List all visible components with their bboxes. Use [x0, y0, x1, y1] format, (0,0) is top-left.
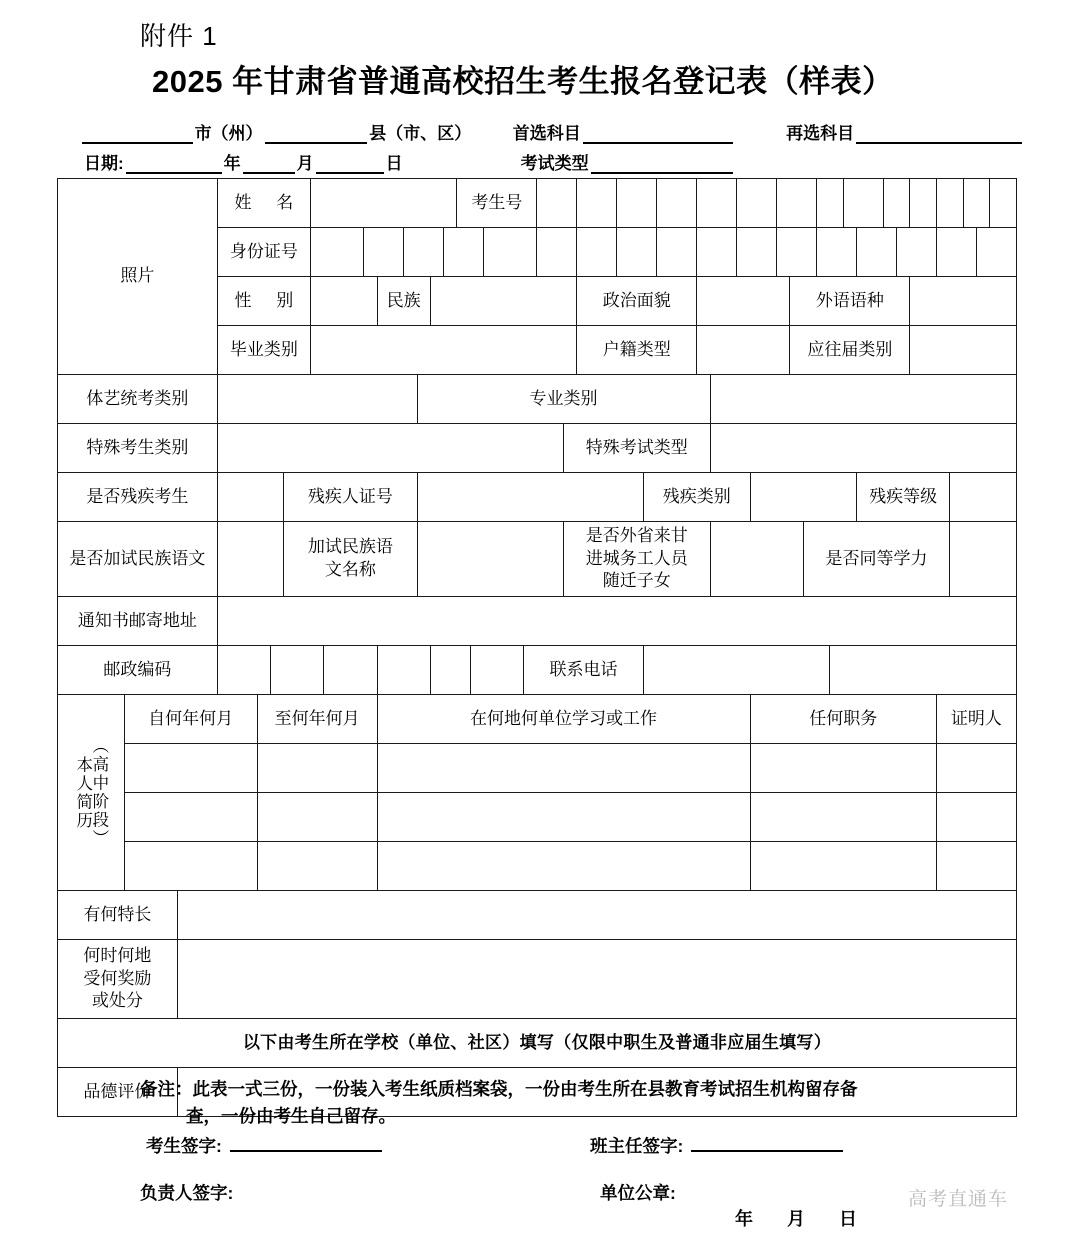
- value-name[interactable]: [311, 179, 457, 228]
- county-label: 县（市、区）: [369, 124, 472, 143]
- value-contact-phone[interactable]: [643, 646, 830, 695]
- value-resume-position[interactable]: [750, 842, 936, 891]
- value-disability-type[interactable]: [750, 473, 857, 522]
- candidate-number-cell[interactable]: [737, 179, 777, 228]
- header-fields: [82, 118, 1022, 174]
- value-resume-place[interactable]: [377, 842, 750, 891]
- postal-code-cell[interactable]: [377, 646, 430, 695]
- value-migrant-worker-children[interactable]: [710, 522, 803, 597]
- value-resume-from[interactable]: [124, 842, 257, 891]
- county-input[interactable]: [265, 125, 368, 144]
- resume-label-note: （高中阶段）: [89, 737, 108, 848]
- remark-line2: 查，一份由考生自己留存。: [186, 1106, 396, 1127]
- remark-note: [140, 1076, 960, 1130]
- month-input[interactable]: [243, 155, 295, 174]
- label-id-number: 身份证号: [217, 228, 310, 277]
- id-number-cell[interactable]: [311, 228, 364, 277]
- label-notice-mailing-address: 通知书邮寄地址: [58, 597, 218, 646]
- exam-type-input[interactable]: [591, 155, 733, 174]
- id-number-cell[interactable]: [737, 228, 777, 277]
- migrant-line3: 随迁子女: [602, 571, 671, 591]
- value-household-type[interactable]: [697, 326, 790, 375]
- value-resume-place[interactable]: [377, 793, 750, 842]
- label-moral-evaluation: 品德评价: [58, 1068, 178, 1117]
- resume-vertical-label: [58, 695, 125, 891]
- id-number-cell[interactable]: [537, 228, 577, 277]
- second-subject-label: 再选科目: [786, 124, 855, 143]
- candidate-number-cell[interactable]: [777, 179, 817, 228]
- value-is-disabled[interactable]: [217, 473, 284, 522]
- value-major-category[interactable]: [710, 375, 1016, 424]
- value-special-candidate-category[interactable]: [217, 424, 563, 473]
- city-input[interactable]: [82, 125, 193, 144]
- value-resume-position[interactable]: [750, 793, 936, 842]
- value-resume-witness[interactable]: [936, 744, 1016, 793]
- id-number-cell[interactable]: [976, 228, 1016, 277]
- value-notice-mailing-address[interactable]: [217, 597, 1016, 646]
- registration-table: [57, 178, 1017, 1117]
- value-sports-art-category[interactable]: [217, 375, 417, 424]
- remark-line1: 备注：此表一式三份，一份装入考生纸质档案袋，一份由考生所在县教育考试招生机构留存备: [140, 1079, 858, 1099]
- value-gender[interactable]: [311, 277, 378, 326]
- label-resume-place: 在何地何单位学习或工作: [377, 695, 750, 744]
- value-resume-from[interactable]: [124, 744, 257, 793]
- ethnic-language-name-line2: 文名称: [324, 560, 376, 579]
- award-line1: 何时何地: [83, 945, 152, 965]
- postal-code-cell[interactable]: [217, 646, 270, 695]
- id-number-cell[interactable]: [936, 228, 976, 277]
- class-teacher-signature-input[interactable]: [691, 1135, 843, 1152]
- value-graduate-year-category[interactable]: [910, 326, 1017, 375]
- value-ethnic-language-name[interactable]: [417, 522, 563, 597]
- label-sports-art-category: 体艺统考类别: [58, 375, 218, 424]
- first-subject-input[interactable]: [583, 125, 733, 144]
- footer-month: 月: [787, 1209, 839, 1229]
- table-row-postal-phone: [58, 646, 1017, 695]
- candidate-signature-label: 考生签字:: [146, 1136, 222, 1156]
- month-label: 月: [296, 154, 314, 173]
- watermark: 高考直通车: [908, 1189, 1009, 1210]
- exam-type-label: 考试类型: [520, 154, 589, 173]
- candidate-number-cell[interactable]: [617, 179, 657, 228]
- ethnic-language-name-line1: 加试民族语: [307, 537, 393, 557]
- id-number-cell[interactable]: [444, 228, 484, 277]
- postal-code-cell[interactable]: [470, 646, 523, 695]
- label-special-candidate-category: 特殊考生类别: [58, 424, 218, 473]
- id-number-cell[interactable]: [364, 228, 404, 277]
- label-resume-witness: 证明人: [936, 695, 1016, 744]
- candidate-number-cell[interactable]: [657, 179, 697, 228]
- value-resume-to[interactable]: [257, 842, 377, 891]
- table-row-mailing-address: [58, 597, 1017, 646]
- label-graduation-category: 毕业类别: [217, 326, 310, 375]
- id-number-cell[interactable]: [657, 228, 697, 277]
- label-disability-level: 残疾等级: [857, 473, 950, 522]
- label-graduate-year-category: 应往届类别: [790, 326, 910, 375]
- award-line2: 受何奖励: [83, 968, 152, 988]
- id-number-cell[interactable]: [577, 228, 617, 277]
- label-resume-position: 任何职务: [750, 695, 936, 744]
- year-input[interactable]: [126, 155, 222, 174]
- responsible-person-signature-label: 负责人签字:: [140, 1183, 234, 1203]
- id-number-cell[interactable]: [697, 228, 737, 277]
- table-row-awards: [58, 940, 1017, 1019]
- first-subject-label: 首选科目: [512, 124, 581, 143]
- label-migrant-worker-children: [563, 522, 710, 597]
- label-gender: 性 别: [217, 277, 310, 326]
- school-section-banner: 以下由考生所在学校（单位、社区）填写（仅限中职生及普通非应届生填写）: [58, 1019, 1017, 1068]
- value-specialty[interactable]: [177, 891, 1016, 940]
- id-number-cell[interactable]: [777, 228, 817, 277]
- label-postal-code: 邮政编码: [58, 646, 218, 695]
- migrant-line1: 是否外省来甘: [585, 525, 688, 545]
- value-extra-ethnic-language-test[interactable]: [217, 522, 284, 597]
- label-major-category: 专业类别: [417, 375, 710, 424]
- id-number-cell[interactable]: [817, 228, 857, 277]
- postal-code-cell[interactable]: [430, 646, 470, 695]
- footer-day: 日: [839, 1209, 891, 1229]
- label-awards: [58, 940, 178, 1019]
- label-resume-from: 自何年何月: [124, 695, 257, 744]
- table-row-specialty: [58, 891, 1017, 940]
- id-number-cell[interactable]: [857, 228, 897, 277]
- label-special-exam-type: 特殊考试类型: [563, 424, 710, 473]
- candidate-number-cell[interactable]: [910, 179, 937, 228]
- table-row-disability: [58, 473, 1017, 522]
- label-household-type: 户籍类型: [577, 326, 697, 375]
- unit-seal-field: [600, 1180, 676, 1205]
- table-row-sports-art: [58, 375, 1017, 424]
- value-equivalent-education[interactable]: [950, 522, 1017, 597]
- candidate-signature-field: [146, 1133, 382, 1158]
- candidate-number-cell[interactable]: [577, 179, 617, 228]
- label-disability-type: 残疾类别: [643, 473, 750, 522]
- value-contact-phone-extra[interactable]: [830, 646, 1016, 695]
- label-resume-to: 至何年何月: [257, 695, 377, 744]
- value-foreign-language[interactable]: [910, 277, 1017, 326]
- table-row-special-candidate: [58, 424, 1017, 473]
- value-resume-to[interactable]: [257, 744, 377, 793]
- unit-seal-label: 单位公章:: [600, 1183, 676, 1203]
- day-label: 日: [385, 154, 403, 173]
- table-row-resume-entry: [58, 842, 1017, 891]
- footer-date-line: [735, 1205, 891, 1231]
- id-number-cell[interactable]: [617, 228, 657, 277]
- value-special-exam-type[interactable]: [710, 424, 1016, 473]
- candidate-number-cell[interactable]: [990, 179, 1017, 228]
- header-row-date: [82, 148, 1022, 174]
- label-candidate-number: 考生号: [457, 179, 537, 228]
- value-disability-level[interactable]: [950, 473, 1017, 522]
- table-row-resume-entry: [58, 793, 1017, 842]
- value-graduation-category[interactable]: [311, 326, 577, 375]
- responsible-person-signature-field: [140, 1180, 233, 1205]
- table-row-resume-entry: [58, 744, 1017, 793]
- postal-code-cell[interactable]: [324, 646, 377, 695]
- id-number-cell[interactable]: [484, 228, 537, 277]
- candidate-number-cell[interactable]: [817, 179, 844, 228]
- award-line3: 或处分: [91, 991, 143, 1011]
- label-extra-ethnic-language-test: 是否加试民族语文: [58, 522, 218, 597]
- value-resume-witness[interactable]: [936, 842, 1016, 891]
- label-is-disabled: 是否残疾考生: [58, 473, 218, 522]
- value-resume-from[interactable]: [124, 793, 257, 842]
- day-input[interactable]: [316, 155, 384, 174]
- label-ethnicity: 民族: [377, 277, 430, 326]
- label-political-status: 政治面貌: [577, 277, 697, 326]
- table-row-school-banner: [58, 1019, 1017, 1068]
- label-name: 姓 名: [217, 179, 310, 228]
- candidate-number-cell[interactable]: [963, 179, 990, 228]
- candidate-number-cell[interactable]: [537, 179, 577, 228]
- candidate-number-cell[interactable]: [883, 179, 910, 228]
- value-awards[interactable]: [177, 940, 1016, 1019]
- table-row-ethnic-language: [58, 522, 1017, 597]
- label-contact-phone: 联系电话: [524, 646, 644, 695]
- label-foreign-language: 外语语种: [790, 277, 910, 326]
- page-title: 2025 年甘肃省普通高校招生考生报名登记表（样表）: [152, 64, 894, 99]
- class-teacher-signature-label: 班主任签字:: [590, 1136, 684, 1156]
- label-disability-certificate-number: 残疾人证号: [284, 473, 417, 522]
- value-resume-position[interactable]: [750, 744, 936, 793]
- class-teacher-signature-field: [590, 1133, 843, 1158]
- value-resume-place[interactable]: [377, 744, 750, 793]
- id-number-cell[interactable]: [897, 228, 937, 277]
- candidate-number-cell[interactable]: [697, 179, 737, 228]
- footer-year: 年: [735, 1209, 787, 1229]
- candidate-signature-input[interactable]: [230, 1135, 382, 1152]
- header-row-location: [82, 118, 1022, 144]
- photo-cell[interactable]: 照片: [58, 179, 218, 375]
- candidate-number-cell[interactable]: [936, 179, 963, 228]
- attachment-label: 附件 1: [140, 21, 218, 51]
- migrant-line2: 进城务工人员: [585, 548, 688, 568]
- city-label: 市（州）: [194, 124, 263, 143]
- id-number-cell[interactable]: [404, 228, 444, 277]
- label-ethnic-language-name: [284, 522, 417, 597]
- second-subject-input[interactable]: [856, 125, 1022, 144]
- table-row-name: [58, 179, 1017, 228]
- date-label: 日期:: [84, 154, 124, 173]
- label-specialty: 有何特长: [58, 891, 178, 940]
- value-ethnicity[interactable]: [430, 277, 577, 326]
- year-label: 年: [223, 154, 241, 173]
- value-political-status[interactable]: [697, 277, 790, 326]
- candidate-number-cell[interactable]: [843, 179, 883, 228]
- postal-code-cell[interactable]: [271, 646, 324, 695]
- value-resume-witness[interactable]: [936, 793, 1016, 842]
- value-resume-to[interactable]: [257, 793, 377, 842]
- label-equivalent-education: 是否同等学力: [803, 522, 950, 597]
- value-disability-certificate-number[interactable]: [417, 473, 643, 522]
- table-row-resume-header: [58, 695, 1017, 744]
- resume-label-main: 本人简历: [73, 755, 92, 830]
